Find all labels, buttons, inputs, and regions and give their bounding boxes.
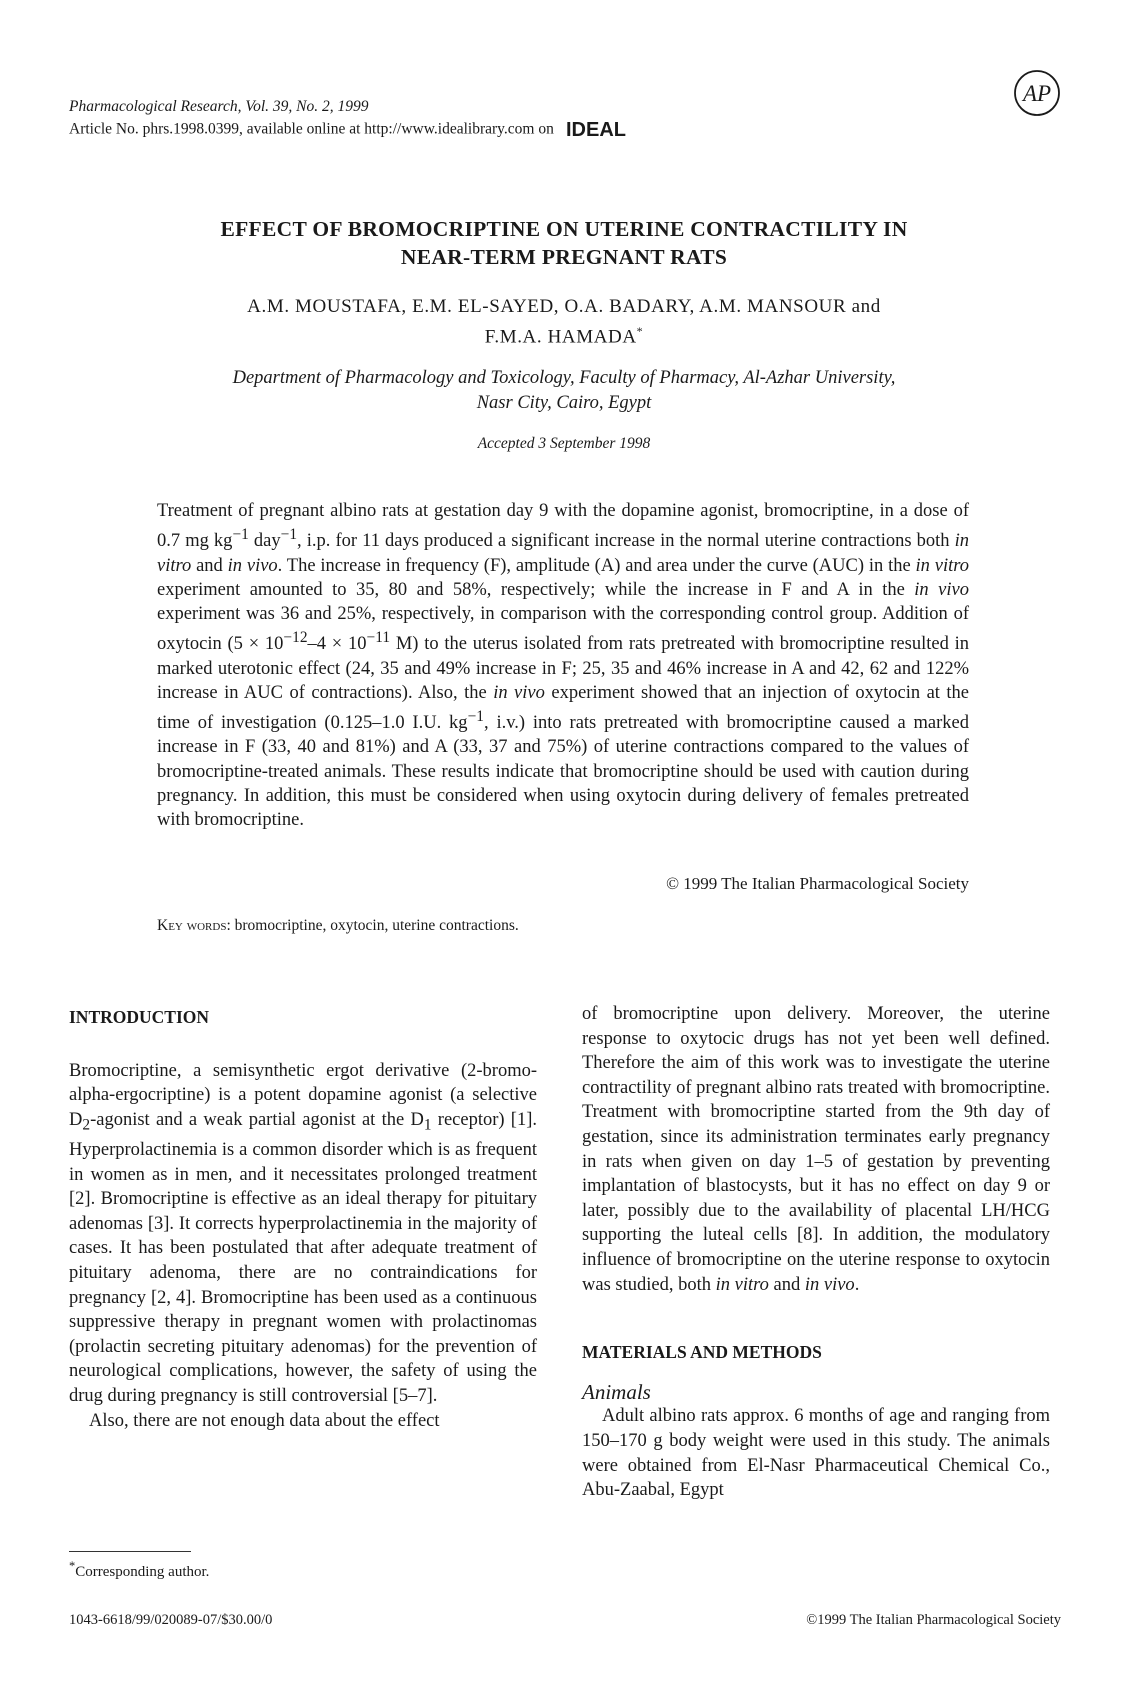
title-line-2: NEAR-TERM PREGNANT RATS	[400, 245, 728, 269]
keywords	[157, 917, 519, 935]
animals-subheading: Animals	[582, 1379, 651, 1404]
intro-continuation: of bromocriptine upon delivery. Moreover, the uterine response to oxytocic drugs has not yet been well defined. Therefore the aim of this work was to investigate the uterine contractility of pregnant albino rats treated with bromocriptine. Treatment with bromocriptine started from the 9th day of gestation, since its administration terminates early pregnancy in rats when given on day 1–5 of gestation by preventing implantation of blastocysts, but it has no effect on day 9 or later, possibly due to the availability of placental LH/HCG supporting the luteal cells [8]. In addition, the modulatory influence of bromocriptine on the uterine response to oxytocin was studied, both in vitro and in vivo.	[582, 1004, 1050, 1295]
article-availability	[69, 117, 636, 143]
authors-line-1: A.M. MOUSTAFA, E.M. EL-SAYED, O.A. BADARY, A.M. MANSOUR and	[247, 296, 881, 317]
intro-paragraph-1: Bromocriptine, a semisynthetic ergot derivative (2-bromo-alpha-ergocriptine) is a potent dopamine agonist (a selective $D_2$-agonist and a weak partial agonist at the $D_1$ receptor) [1]. Hyperprolactinemia is a common disorder which is as frequent in women as in men, and it necessitates prolonged treatment [2]. Bromocriptine is effective as an ideal therapy for pituitary adenomas [3]. It corrects hyperprolactinemia in the majority of cases. It has been postulated that after adequate treatment of pituitary adenoma, there are no contraindications for pregnancy [2, 4]. Bromocriptine has been used as a continuous suppressive therapy in pregnant women with prolactinomas (prolactin secreting pituitary adenomas) for the prevention of neurological complications, however, the safety of using the drug during pregnancy is still controversial [5–7].	[69, 1060, 538, 1406]
ideal-logo	[566, 117, 636, 143]
keywords-text: : bromocriptine, oxytocin, uterine contractions.	[226, 917, 519, 934]
accepted-date: Accepted 3 September 1998	[477, 435, 651, 452]
journal-header	[69, 96, 636, 143]
footnote: *Corresponding author.	[69, 1559, 210, 1580]
article-line: Article No. phrs.1998.0399, available online at http://www.idealibrary.com on	[69, 120, 554, 138]
abstract-copyright: © 1999 The Italian Pharmacological Society	[666, 874, 969, 893]
svg-text:IDEAL: IDEAL	[565, 119, 626, 141]
left-column	[69, 1005, 537, 1433]
author-list	[60, 294, 1068, 349]
methods-heading: MATERIALS AND METHODS	[582, 1342, 822, 1363]
paper-title	[60, 215, 1068, 271]
footnote-rule	[69, 1551, 191, 1552]
footer-issn: 1043-6618/99/020089-07/$30.00/0	[69, 1612, 273, 1628]
abstract: Treatment of pregnant albino rats at gestation day 9 with the dopamine agonist, bromocriptine, in a dose of 0.7 mg $kg^{-1}$ day$^{-1}$, i.p. for 11 days produced a significant increase in the normal uterine contractions both in vitro and in vivo. The increase in frequency (F), amplitude (A) and area under the curve (AUC) in the in vitro experiment amounted to 35, 80 and 58%, respectively; while the increase in F and A in the in vivo experiment was 36 and 25%, respectively, in comparison with the corresponding control group. Addition of oxytocin ($5 \times 10^{-12}-4 \times 10^{-11}$ M) to the uterus isolated from rats pretreated with bromocriptine resulted in marked uterotonic effect (24, 35 and 49% increase in F; 25, 35 and 46% increase in A and 42, 62 and 122% increase in AUC of contractions). Also, the in vivo experiment showed that an injection of oxytocin at the time of investigation (0.125–1.0 I.U. $kg^{-1}$, i.v.) into rats pretreated with bromocriptine caused a marked increase in F (33, 40 and 81%) and A (33, 37 and 75%) of uterine contractions compared to the values of bromocriptine-treated animals. These results indicate that bromocriptine should be used with caution during pregnancy. In addition, this must be considered when using oxytocin during delivery of females pretreated with bromocriptine.	[157, 501, 970, 830]
footer-copyright: ©1999 The Italian Pharmacological Society	[806, 1612, 1061, 1628]
animals-paragraph: Adult albino rats approx. 6 months of age and ranging from 150–170 g body weight were used in this study. The animals were obtained from El-Nasr Pharmaceutical Chemical Co., Abu-Zaabal, Egypt	[582, 1406, 1050, 1501]
affiliation	[60, 366, 1068, 416]
ap-logo	[1013, 69, 1061, 117]
affiliation-line-1: Department of Pharmacology and Toxicology, Faculty of Pharmacy, Al-Azhar University,	[232, 368, 896, 388]
affiliation-line-2: Nasr City, Cairo, Egypt	[476, 393, 652, 413]
svg-text:AP: AP	[1022, 81, 1052, 106]
journal-citation: Pharmacological Research, Vol. 39, No. 2, 1999	[69, 98, 369, 115]
right-column	[582, 1002, 1050, 1503]
introduction-heading: INTRODUCTION	[69, 1007, 210, 1027]
corresponding-mark: *	[636, 324, 644, 338]
title-line-1: EFFECT OF BROMOCRIPTINE ON UTERINE CONTRACTILITY IN	[220, 217, 908, 241]
authors-line-2: F.M.A. HAMADA*	[484, 324, 644, 348]
intro-paragraph-2: Also, there are not enough data about the effect	[89, 1410, 440, 1431]
keywords-label: Key words	[157, 917, 227, 934]
